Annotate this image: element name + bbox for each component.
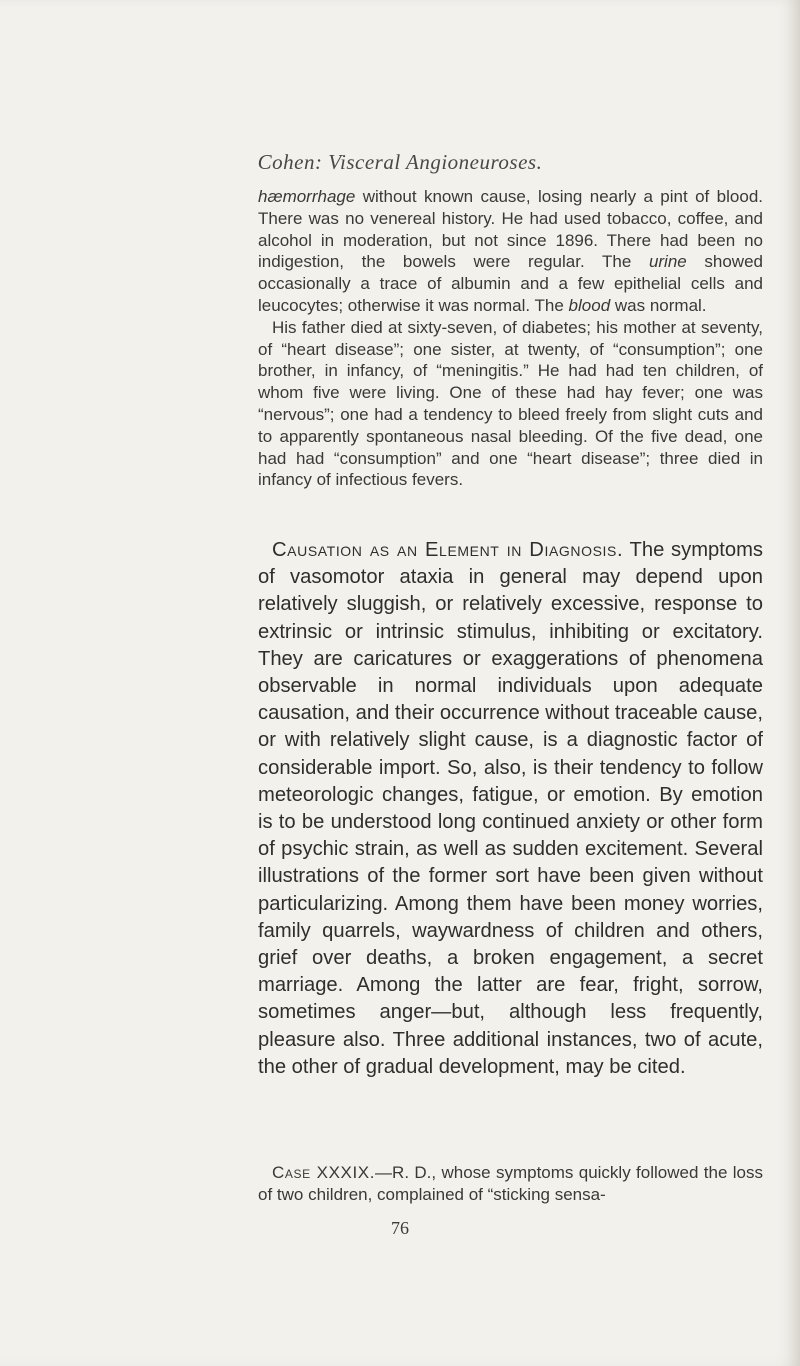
section-body: The symptoms of vasomotor ataxia in general may depend upon relatively sluggish, or relatively excessive, response to extrinsic or intrinsic stimulus, inhibiting or excitatory. They are caricatures or exaggerations of phenomena observable in normal individuals upon adequate causation, and their occurrence without traceable cause, or with relatively slight cause, is a diagnostic factor of considerable import. So, also, is their tendency to follow meteorologic changes, fatigue, or emotion. By emotion is to be understood long continued anxiety or other form of psychic strain, as well as sudden excitement. Several illustrations of the former sort have been given without particularizing. Among them have been money worries, family quarrels, waywardness of children and others, grief over deaths, a broken engagement, a secret marriage. Among the latter are fear, fright, sorrow, sometimes anger—but, although less frequently, pleasure also. Three additional instances, two of acute, the other of gradual development, may be cited. — [258, 539, 763, 1078]
paragraph-family-history: His father died at sixty-seven, of diabetes; his mother at seventy, of “heart disease”; one sister, at twenty, of “consumption”; one brother, in infancy, of “meningitis.” He had had ten children, of whom five were living. One of these had hay fever; one was “nervous”; one had a tendency to bleed freely from slight cuts and to apparently spontaneous nasal bleeding. Of the five dead, one had had “consumption” and one “heart disease”; three died in infancy of infectious fevers. — [258, 317, 763, 490]
paragraph-causation — [258, 537, 763, 1081]
section-heading: Causation as an Element in Diagnosis. — [272, 539, 624, 561]
term-haemorrhage: hæmorrhage — [258, 187, 356, 206]
text-segment: without known cause, losing nearly a pint of blood. There was no venereal history. He had used tobacco, coffee, and alcohol in moderation, but not since 1896. There had been no indigestion, the bowels were regular. The — [258, 187, 763, 272]
text-segment: was normal. — [610, 295, 707, 315]
term-blood: blood — [568, 295, 611, 315]
running-head: Cohen: Visceral Angioneuroses. — [257, 150, 543, 174]
page-number: 76 — [391, 1218, 409, 1238]
case-text: —R. D., whose symptoms quickly followed the loss of two children, complained of “sticking sensa- — [258, 1163, 763, 1204]
paragraph-history — [258, 186, 763, 317]
text-segment: showed occasionally a trace of albumin and a few epithelial cells and leucocytes; otherwise it was normal. The — [258, 252, 763, 315]
case-history-block — [258, 186, 763, 491]
term-urine: urine — [648, 252, 687, 272]
case-label: Case XXXIX. — [272, 1163, 376, 1182]
causation-section — [258, 537, 763, 1081]
case-block — [258, 1162, 763, 1206]
paragraph-case — [258, 1162, 763, 1206]
